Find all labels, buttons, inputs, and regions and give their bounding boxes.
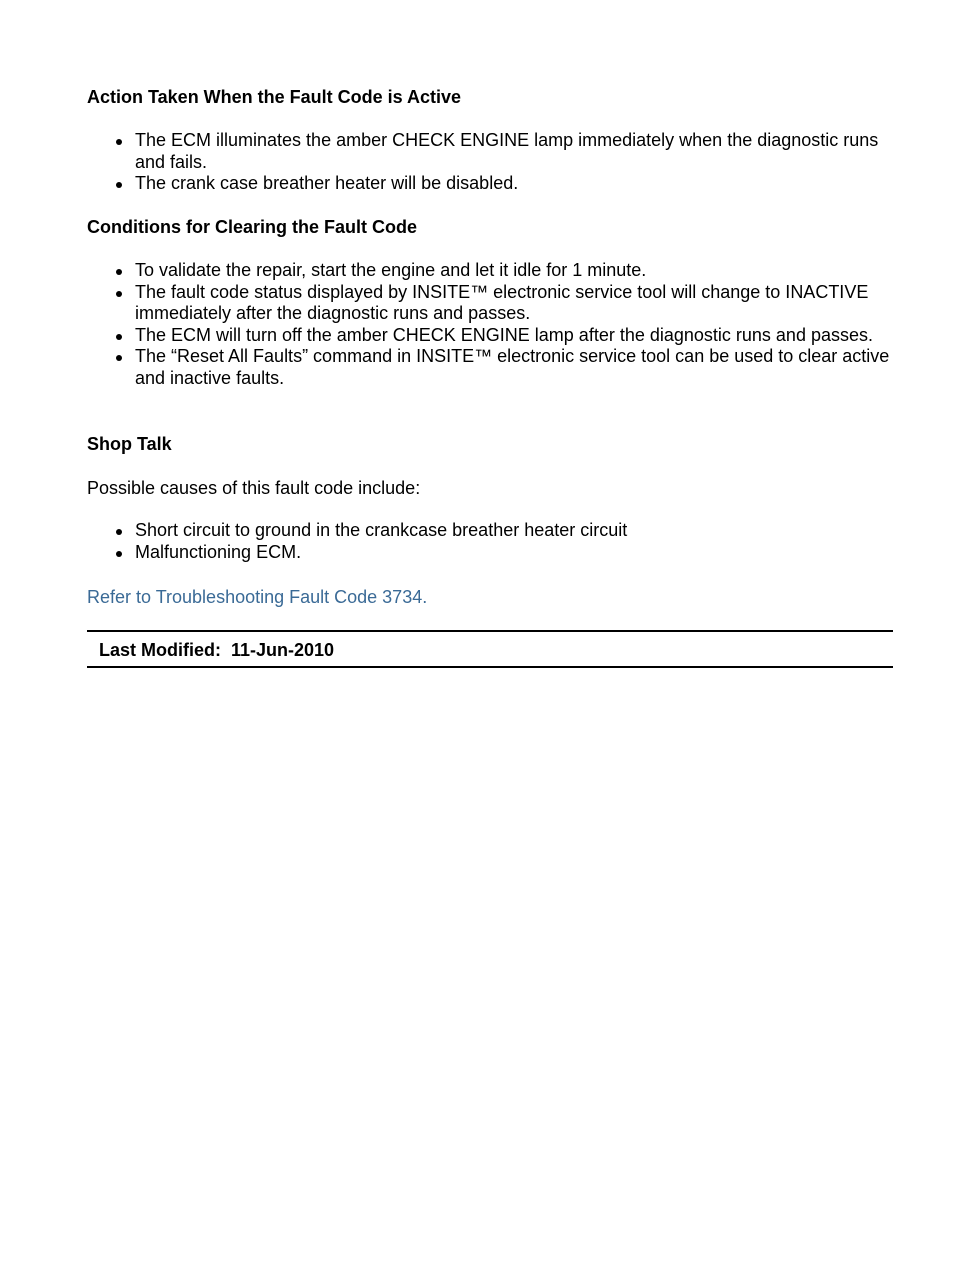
bullet-icon (116, 529, 122, 535)
list-item (87, 282, 895, 325)
bullet-icon (116, 355, 122, 361)
list-item (87, 325, 895, 347)
causes-list (87, 520, 893, 563)
list-item-text: The ECM will turn off the amber CHECK ENGINE lamp after the diagnostic runs and passes. (135, 324, 873, 345)
list-item (87, 520, 895, 542)
list-item-text: To validate the repair, start the engine and let it idle for 1 minute. (135, 260, 647, 280)
bullet-icon (116, 139, 122, 145)
list-item (87, 173, 895, 195)
list-item (87, 130, 895, 173)
section-heading-clearing: Conditions for Clearing the Fault Code (87, 217, 417, 237)
bullet-icon (116, 291, 122, 297)
list-item (87, 260, 895, 282)
last-modified-bar (87, 630, 893, 668)
list-item (87, 542, 895, 564)
bullet-icon (116, 334, 122, 340)
list-item-text: Malfunctioning ECM. (135, 541, 302, 562)
bullet-icon (116, 269, 122, 275)
section-heading-action: Action Taken When the Fault Code is Active (87, 87, 462, 107)
shop-talk-intro: Possible causes of this fault code include: (87, 478, 421, 498)
section-heading-shop-talk: Shop Talk (87, 434, 172, 454)
list-item-text: The “Reset All Faults” command in INSITE™ electronic service tool can be used to clear active and inactive faults. (135, 346, 890, 388)
action-list (87, 130, 893, 195)
bullet-icon (116, 182, 122, 188)
list-item-text: The ECM illuminates the amber CHECK ENGINE lamp immediately when the diagnostic runs and fails. (135, 130, 879, 172)
list-item-text: The crank case breather heater will be disabled. (135, 173, 519, 193)
bullet-icon (116, 551, 122, 557)
list-item-text: Short circuit to ground in the crankcase breather heater circuit (135, 520, 628, 540)
clearing-list (87, 260, 893, 389)
list-item-text: The fault code status displayed by INSITE™ electronic service tool will change to INACTIVE immediately after the diagnostic runs and passes. (135, 281, 869, 323)
troubleshooting-link[interactable]: Refer to Troubleshooting Fault Code 3734. (87, 587, 428, 607)
list-item (87, 346, 895, 389)
last-modified-label: Last Modified: 11-Jun-2010 (99, 640, 335, 660)
